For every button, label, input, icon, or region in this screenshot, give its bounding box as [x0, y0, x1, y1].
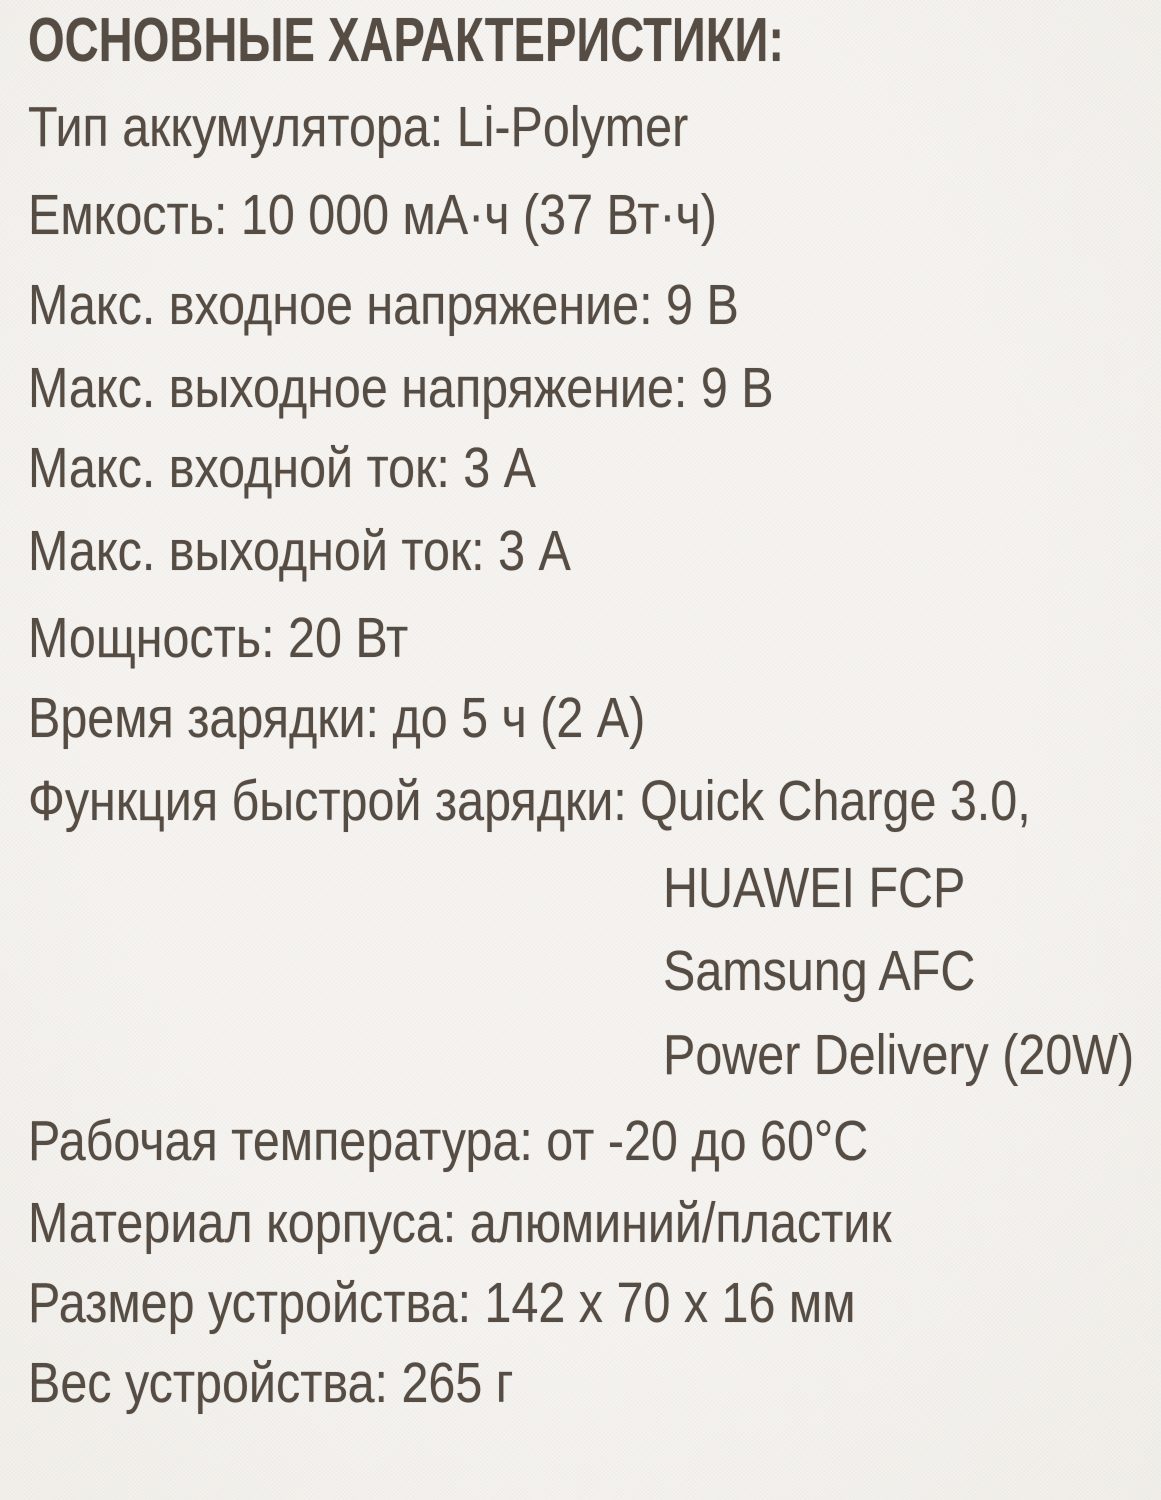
spec-power: Мощность: 20 Вт [28, 606, 409, 670]
spec-device-size: Размер устройства: 142 x 70 x 16 мм [28, 1271, 856, 1335]
spec-battery-type: Тип аккумулятора: Li-Polymer [28, 95, 689, 159]
spec-max-input-current: Макс. входной ток: 3 А [28, 436, 536, 500]
spec-max-output-voltage: Макс. выходное напряжение: 9 В [28, 356, 774, 420]
section-heading: ОСНОВНЫЕ ХАРАКТЕРИСТИКИ: [28, 6, 785, 75]
spec-device-weight: Вес устройства: 265 г [28, 1351, 514, 1415]
spec-fast-charge-power-delivery: Power Delivery (20W) [663, 1023, 1135, 1087]
spec-capacity: Емкость: 10 000 мА·ч (37 Вт·ч) [28, 183, 717, 247]
spec-body-material: Материал корпуса: алюминий/пластик [28, 1191, 892, 1255]
spec-charge-time: Время зарядки: до 5 ч (2 А) [28, 686, 646, 750]
spec-max-input-voltage: Макс. входное напряжение: 9 В [28, 273, 739, 337]
spec-max-output-current: Макс. выходной ток: 3 А [28, 519, 571, 583]
spec-fast-charge-huawei-fcp: HUAWEI FCP [663, 856, 966, 920]
spec-fast-charge-samsung-afc: Samsung AFC [663, 939, 976, 1003]
spec-operating-temperature: Рабочая температура: от -20 до 60°C [28, 1109, 869, 1173]
spec-fast-charge-function: Функция быстрой зарядки: Quick Charge 3.0, [28, 769, 1031, 833]
